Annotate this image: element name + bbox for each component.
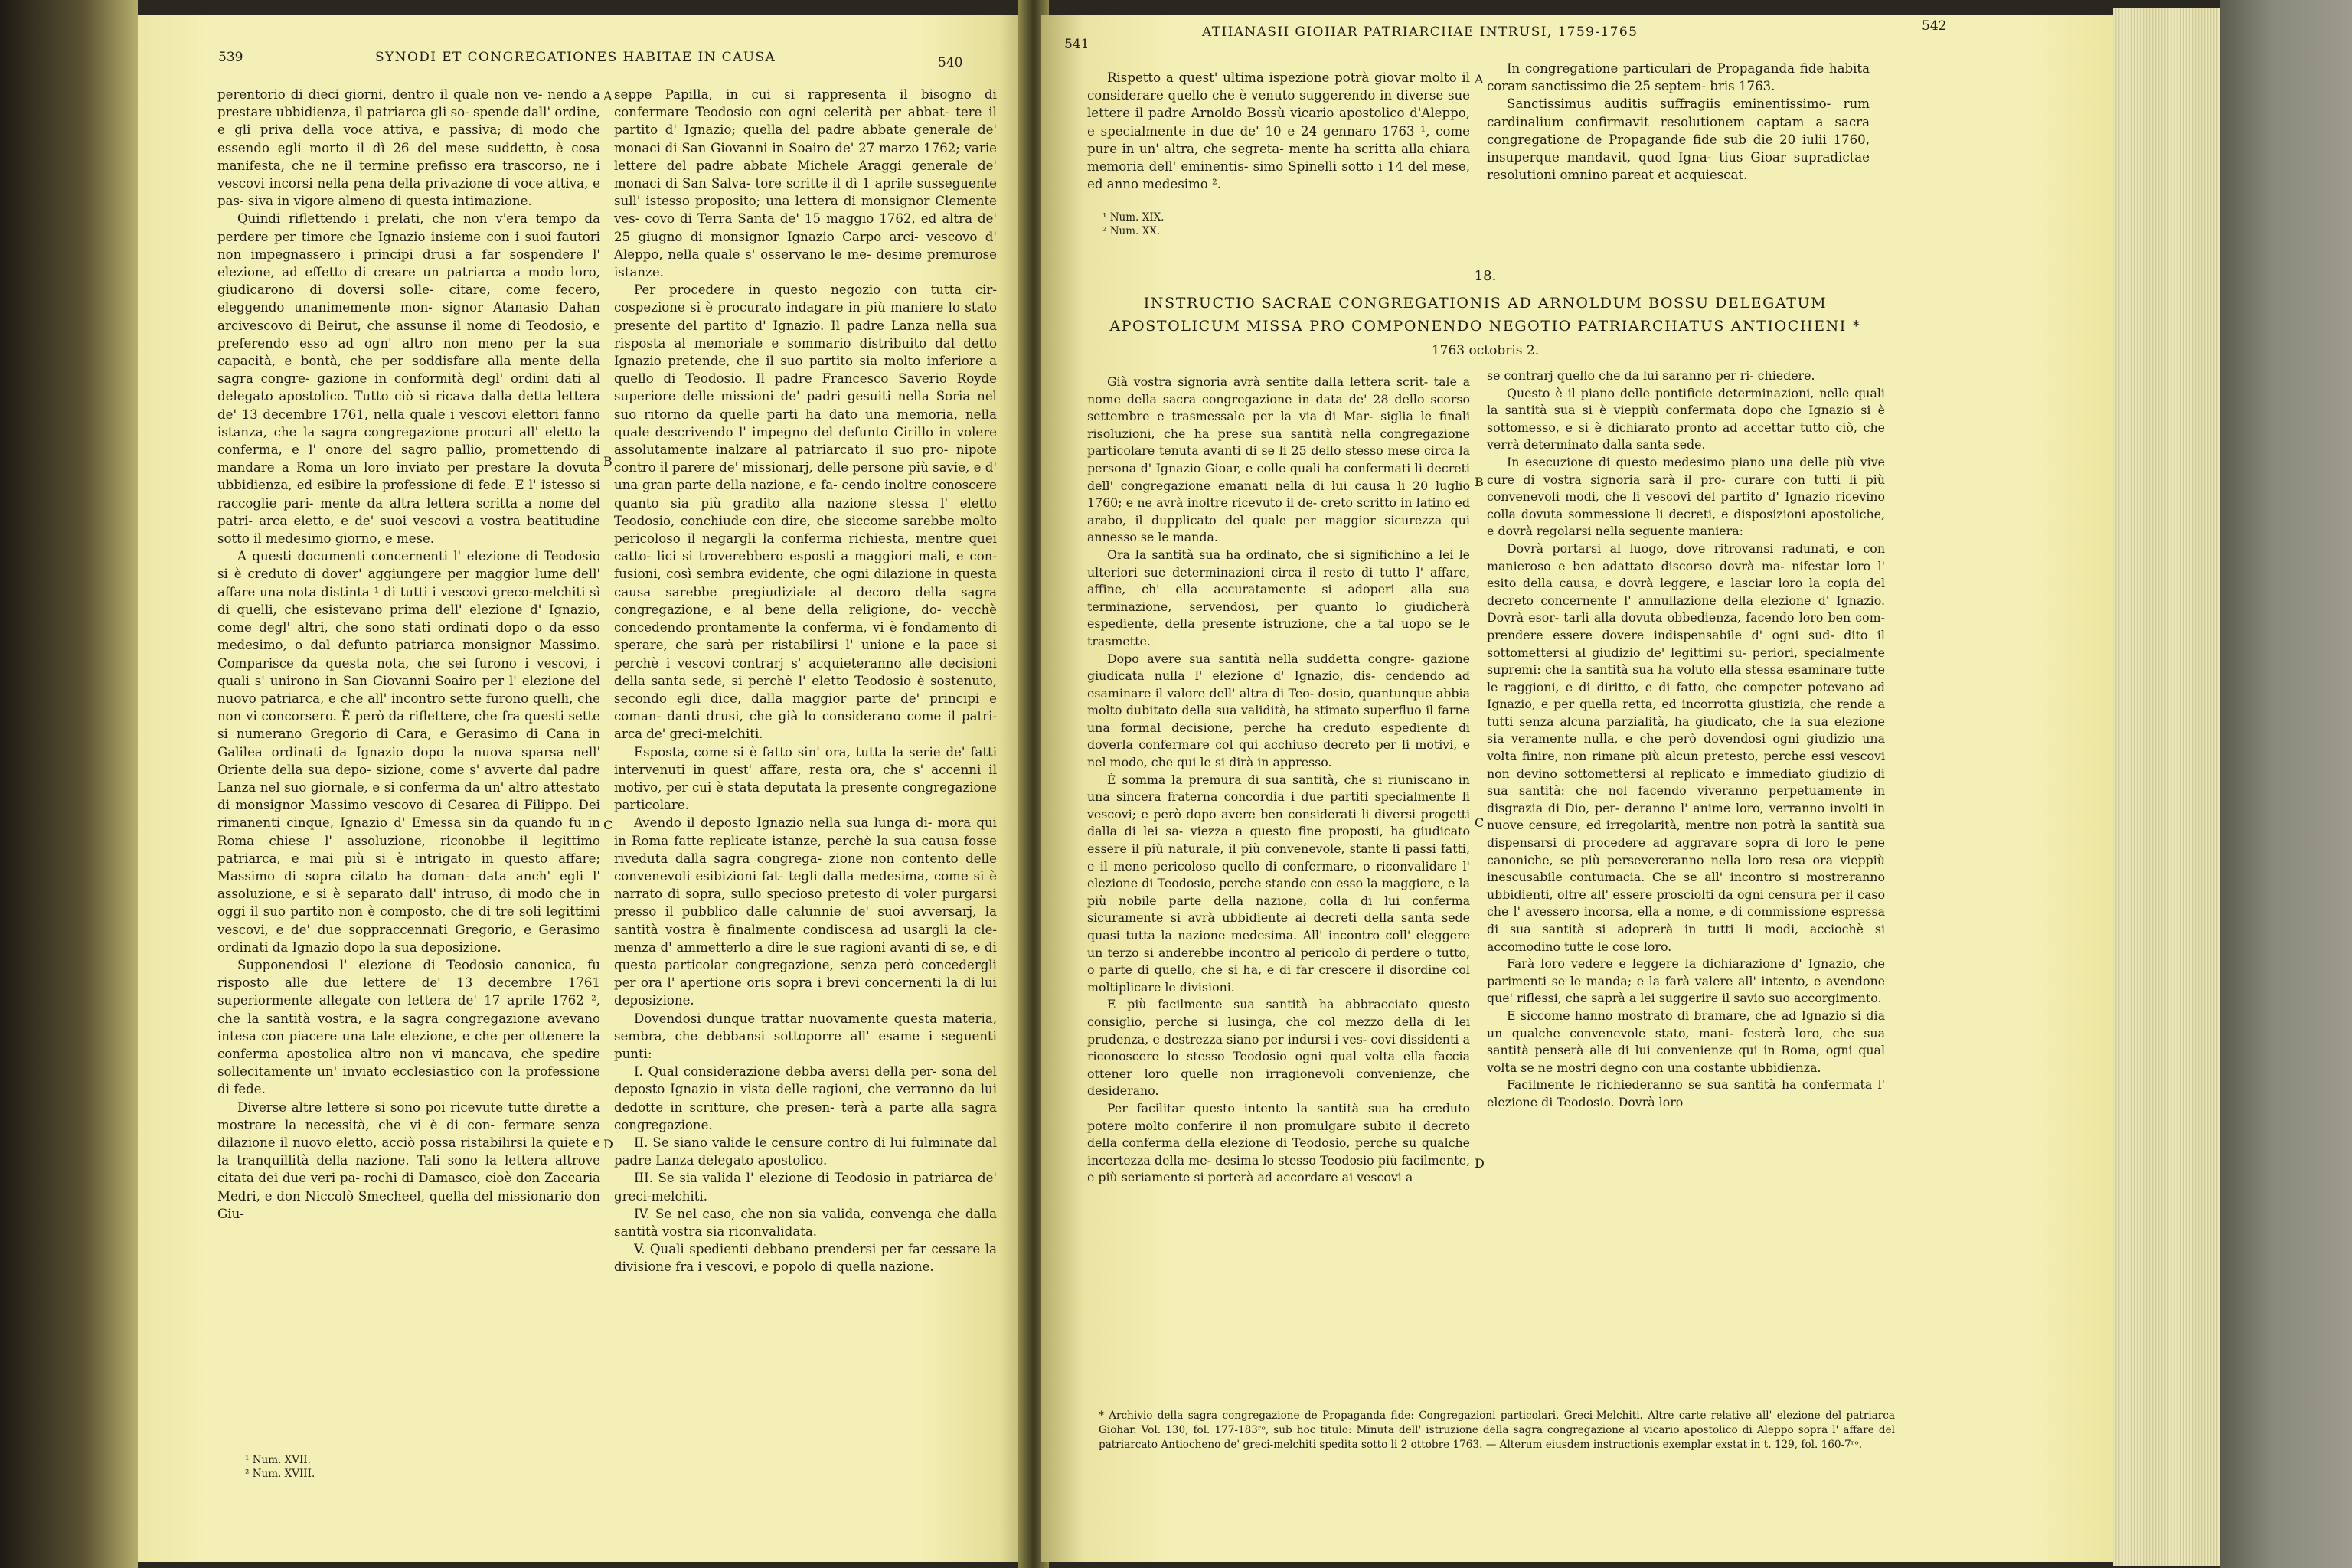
paragraph: Dovendosi dunque trattar nuovamente questa materia, sembra, che debbansi sottoporre all' esame i seguenti punti: (614, 1011, 997, 1061)
paragraph: V. Quali spedienti debbano prendersi per far cessare la divisione fra i vescovi, e popolo di quella nazione. (614, 1242, 997, 1275)
paragraph: seppe Papilla, in cui si rappresenta il bisogno di confermare Teodosio con ogni celerità per abbat- tere il partito d' Ignazio; quella del padre abbate generale de' monaci di San Giovanni in Soairo de' 27 marzo 1762; varie lettere del padre abbate Michele Araggi generale de' monaci di San Salva- tore scritte il dì 1 aprile susseguente sull' istesso proposito; una lettera di monsignor Clemente ves- covo di Terra Santa de' 15 maggio 1762, ed altra de' 25 giugno di monsignor Ignazio Carpo arci- vescovo d' Aleppo, nella quale s' osservano le me- desime premurose istanze. (614, 87, 997, 280)
editorial-footnote: * Archivio della sagra congregazione de Propaganda fide: Congregazioni particolari. Greci-Melchiti. Altre carte relative all' elezione del patriarca Giohar. Vol. 130, fol. 177-183ʳᵒ, sub hoc titulo: Minuta dell' istruzione della sagra congregazione al vicario apostolico di Aleppo sopra l' affare del patriarcato Antiocheno de' greci-melchiti spedita sotto li 2 ottobre 1763. — Alterum eiusdem instructionis exemplar exstat in t. 129, fol. 160-7ʳᵒ. (1099, 1410, 1895, 1451)
footnote: ² Num. XVIII. (245, 1468, 315, 1480)
left-page (138, 15, 1026, 1562)
paragraph: È somma la premura di sua santità, che si riuniscano in una sincera fraterna concordia i due partiti specialmente li vescovi; e però dopo avere ben considerati li diversi progetti dalla di lei sa- viezza a questo fine proposti, ha giudicato essere il più naturale, il più convenevole, stante li passi fatti, e il meno pericoloso quello di confermare, o riconvalidare l' elezione di Teodosio, perche stando con esso la maggiore, e la più nobile parte della nazione, colla di lui conferma sicuramente si avrà ubbidiente ai decreti della santa sede quasi tutta la nazione medesima. All' incontro coll' eleggere un terzo si anderebbe incontro al pericolo di perdere o tutto, o parte di quello, che si ha, e di far crescere il disordine col moltiplicare le divisioni. (1087, 772, 1470, 995)
footnote: ¹ Num. XVII. (245, 1454, 311, 1466)
footnote: ² Num. XX. (1102, 225, 1161, 237)
section-title-line-2: APOSTOLICUM MISSA PRO COMPONENDO NEGOTIO PATRIARCHATUS ANTIOCHENI * (1109, 318, 1861, 335)
paragraph: In congregatione particulari de Propaganda fide habita coram sanctissimo die 25 septem- bris 1763. (1487, 61, 1870, 94)
paragraph: Rispetto a quest' ultima ispezione potrà giovar molto il considerare quello che è venuto suggerendo in diverse sue lettere il padre Arnoldo Bossù vicario apostolico d'Aleppo, e specialmente in due de' 10 e 24 gennaro 1763 ¹, come pure in un' altra, che segreta- mente ha scritta alla chiara memoria dell' eminentis- simo Spinelli sotto i 14 del mese, ed anno medesimo ². (1087, 70, 1470, 192)
paragraph: III. Se sia valida l' elezione di Teodosio in patriarca de' greci-melchiti. (614, 1171, 997, 1204)
right-page-top-column-2 (1487, 60, 1870, 184)
left-page-column-1 (217, 86, 600, 1223)
paragraph: E siccome hanno mostrato di bramare, che ad Ignazio si dia un qualche convenevole stato, mani- festerà loro, che sua santità penserà alle di lui convenienze qui in Roma, ogni qual volta se ne mostri degno con una costante ubbidienza. (1487, 1008, 1885, 1075)
right-page-column-1 (1087, 374, 1470, 1187)
desk-background (2220, 0, 2352, 1568)
paragraph: Ora la santità sua ha ordinato, che si significhino a lei le ulteriori sue determinazioni circa il resto di tutto l' affare, affine, ch' ella accuratamente si adoperi alla sua terminazione, servendosi, per quanto lo giudicherà espediente, della presente istruzione, che a tal uopo se le trasmette. (1087, 547, 1470, 648)
paragraph: Per procedere in questo negozio con tutta cir- cospezione si è procurato indagare in più maniere lo stato presente del partito d' Ignazio. Il padre Lanza nella sua risposta al memoriale e sommario distribuito dal detto Ignazio pretende, che il suo partito sia molto inferiore a quello di Teodosio. Il padre Francesco Saverio Royde superiore delle missioni de' padri gesuiti nella Soria nel suo ritorno da quelle parti ha dato una memoria, nella quale descrivendo l' impegno del defunto Cirillo in volere assolutamente inalzare al patriarcato il suo pro- nipote contro il parere de' missionarj, delle persone più savie, e d' una gran parte della nazione, e fa- cendo inoltre conoscere quanto sia più gradito alla nazione stessa l' eletto Teodosio, conchiude con dire, che siccome sarebbe molto pericoloso il negargli la conferma richiesta, mentre quei catto- lici si troverebbero esposti a maggiori mali, e con- fusioni, così sembra evidente, che ogni dilazione in questa causa sarebbe pregiudiziale al decoro della sagra congregazione, e al bene della religione, do- vecchè concedendo prontamente la conferma, vi è fondamento di sperare, che sarà per ristabilirsi l' unione e la pace si perchè i vescovi contrarj s' acquieteranno alle decisioni della santa sede, si perchè l' eletto Teodosio è sostenuto, secondo egli dice, dalla maggior parte de' principi e coman- danti drusi, che già lo considerano come il patri- arca de' greci-melchiti. (614, 283, 997, 742)
running-head-right: ATHANASII GIOHAR PATRIARCHAE INTRUSI, 1759-1765 (1202, 24, 1638, 40)
page-number-541: 541 (1064, 37, 1089, 52)
margin-marker-c: C (1475, 815, 1485, 830)
right-page (1041, 15, 2113, 1562)
paragraph: IV. Se nel caso, che non sia valida, convenga che dalla santità vostra sia riconvalidata. (614, 1206, 997, 1239)
paragraph: Sanctissimus auditis suffragiis eminentissimo- rum cardinalium confirmavit resolutionem captam a sacra congregatione de Propagande fide sub die 20 iulii 1760, insuperque mandavit, quod Igna- tius Gioar supradictae resolutioni omnino pareat et acquiescat. (1487, 96, 1870, 183)
paragraph: In esecuzione di questo medesimo piano una delle più vive cure di vostra signoria sarà il pro- curare con tutti li più convenevoli modi, che li vescovi del partito d' Ignazio ricevino colla dovuta sommessione li decreti, e disposizioni apostoliche, e dovrà regolarsi nella seguente maniera: (1487, 454, 1885, 539)
page-edges (2113, 8, 2220, 1566)
right-page-column-2 (1487, 368, 1885, 1112)
paragraph: II. Se siano valide le censure contro di lui fulminate dal padre Lanza delegato apostolico. (614, 1135, 997, 1168)
paragraph: Supponendosi l' elezione di Teodosio canonica, fu risposto alle due lettere de' 13 decembre 1761 superiormente allegate con lettera de' 17 aprile 1762 ², che la santità vostra, e la sagra congregazione avevano intesa con piacere una tale elezione, e che per ottenere la conferma apostolica altro non vi mancava, che spedire sollecitamente un' inviato ecclesiastico con la professione di fede. (217, 957, 600, 1097)
paragraph: Esposta, come si è fatto sin' ora, tutta la serie de' fatti intervenuti in quest' affare, resta ora, che s' accenni il motivo, per cui è stata deputata la presente congregazione particolare. (614, 744, 997, 813)
right-page-top-footnotes (1102, 211, 1164, 238)
margin-marker-c: C (603, 818, 613, 832)
paragraph: E più facilmente sua santità ha abbracciato questo consiglio, perche si lusinga, che col mezzo della di lei prudenza, e destrezza siano per indursi i ves- covi dissidenti a riconoscere lo stesso Teodosio ogni qual volta ella faccia ottener loro quelle non irragionevoli convenienze, che desiderano. (1087, 997, 1470, 1099)
page-number-540: 540 (938, 55, 963, 70)
paragraph: Facilmente le richiederanno se sua santità ha confermata l' elezione di Teodosio. Dovrà loro (1487, 1077, 1885, 1109)
paragraph: Questo è il piano delle pontificie determinazioni, nelle quali la santità sua si è vieppiù confermata dopo che Ignazio si è sottomesso, e si è dichiarato pronto ad accettar tutto ciò, che verrà determinato dalla santa sede. (1487, 385, 1885, 452)
paragraph: A questi documenti concernenti l' elezione di Teodosio si è creduto di dover' aggiungere per maggior lume dell' affare una nota distinta ¹ di tutti i vescovi greco-melchiti sì di quelli, che esistevano prima dell' elezione d' Ignazio, come degl' altri, che sono stati ordinati dopo o da esso medesimo, o dal defunto patriarca monsignor Massimo. Comparisce da questa nota, che sei furono i vescovi, i quali s' unirono in San Giovanni Soairo per l' elezione del nuovo patriarca, e che all' incontro sette furono quelli, che non vi concorsero. È però da riflettere, che fra questi sette si numerano Gregorio di Cara, e Gerasimo di Cana in Galilea ordinati da Ignazio dopo la nuova sparsa nell' Oriente della sua depo- sizione, come s' avverte dal padre Lanza nel suo giornale, e si conferma da un' altro attestato di monsignor Massimo vescovo di Cesarea di Filippo. Dei rimanenti cinque, Ignazio d' Emessa sin da quando fu in Roma chiese l' assoluzione, riconobbe il legittimo patriarca, e mai più si è intrigato in questo affare; Massimo di sopra citato ha doman- data anch' egli l' assoluzione, e si è separato dall' intruso, di modo che in oggi il suo partito non è composto, che di tre soli legittimi vescovi, e de' due soppraccennati Gregorio, e Gerasimo ordinati da Ignazio dopo la sua deposizione. (217, 549, 600, 955)
paragraph: Già vostra signoria avrà sentite dalla lettera scrit- tale a nome della sacra congregazione in data de' 28 dello scorso settembre e trasmessale per la via di Mar- siglia le finali risoluzioni, che ha prese sua santità nella congregazione particolare tenuta avanti di se li 25 dello stesso mese circa la persona d' Ignazio Gioar, e colle quali ha confermati li decreti dell' congregazione emanati nella di lui causa li 20 luglio 1760; e ne avrà inoltre ricevuto il de- creto scritto in latino ed arabo, il dupplicato del quale per maggior sicurezza qui annesso se le manda. (1087, 374, 1470, 545)
footnote: ¹ Num. XIX. (1102, 211, 1165, 224)
margin-marker-a: A (603, 89, 612, 103)
book-binding-left (0, 0, 138, 1568)
paragraph: Quindi riflettendo i prelati, che non v'era tempo da perdere per timore che Ignazio insieme con i suoi fautori non impegnassero i principi drusi a far sospendere l' elezione, ad effetto di creare un patriarca a modo loro, giudicarono di doversi solle- citare, come fecero, eleggendo unanimemente mon- signor Atanasio Dahan arcivescovo di Beirut, che assunse il nome di Teodosio, e preferendo esso ad ogn' altro non meno per la sua capacità, e bontà, che per soddisfare alla mente della sagra congre- gazione in conformità degl' ordini dati al delegato apostolico. Tutto ciò si ricava dalla detta lettera de' 13 decembre 1761, nella quale i vescovi elettori fanno istanza, che la sagra congregazione procuri all' eletto la conferma, e l' onore del sagro pallio, promettendo di mandare a Roma un loro inviato per prestare la dovuta ubbidienza, ed esibire la professione di fede. E l' istesso si raccoglie pari- mente da altra lettera scritta a nome del patri- arca eletto, e de' suoi vescovi a vostra beatitudine sotto il medesimo giorno, e mese. (217, 211, 600, 547)
paragraph: Per facilitar questo intento la santità sua ha creduto potere molto conferire il non promulgare subito il decreto della conferma della elezione di Teodosio, perche su qualche incertezza della me- desima lo stesso Teodosio più facilmente, e più seriamente si porterà ad accordare ai vescovi a (1087, 1100, 1470, 1185)
section-date: 1763 octobris 2. (1431, 343, 1540, 358)
section-number: 18. (1474, 268, 1497, 284)
margin-marker-d: D (1475, 1156, 1485, 1171)
paragraph: se contrarj quello che da lui saranno per ri- chiedere. (1487, 368, 1815, 383)
margin-marker-b: B (603, 454, 612, 469)
paragraph: I. Qual considerazione debba aversi della per- sona del deposto Ignazio in vista delle ragioni, che verranno da lui dedotte in scritture, che presen- terà a parte alla sagra congregazione. (614, 1064, 997, 1132)
section-title-line-1: INSTRUCTIO SACRAE CONGREGATIONIS AD ARNOLDUM BOSSU DELEGATUM (1143, 295, 1828, 312)
right-page-top-column-1 (1087, 69, 1470, 193)
left-page-column-2 (614, 86, 997, 1276)
margin-marker-d: D (603, 1137, 613, 1152)
running-head-left: SYNODI ET CONGREGATIONES HABITAE IN CAUSA (375, 50, 776, 65)
paragraph: Avendo il deposto Ignazio nella sua lunga di- mora qui in Roma fatte replicate istanze, perchè la sua causa fosse riveduta dalla sagra congrega- zione non contento delle convenevoli esibizioni fat- tegli dalla medesima, come si è narrato di sopra, sullo specioso pretesto di voler purgarsi presso il pubblico dalle calunnie de' suoi avversarj, la santità vostra è finalmente condiscesa ad usargli la cle- menza d' ammetterlo a dire le sue ragioni avanti di se, e di questa particolar congregazione, senza però concedergli per ora l' apertione oris sopra i brevi concernenti la di lui deposizione. (614, 815, 997, 1008)
page-number-542: 542 (1922, 18, 1947, 34)
paragraph: perentorio di dieci giorni, dentro il quale non ve- nendo a prestare ubbidienza, il patriarca gli so- spende dall' ordine, e gli priva della voce attiva, e passiva; di modo che essendo egli morto il dì 26 del mese suddetto, è cosa manifesta, che ne il termine prefisso era trascorso, ne i vescovi incorsi nella pena della privazione di voce attiva, e pas- siva in vigore almeno di questa intimazione. (217, 87, 600, 209)
paragraph: Farà loro vedere e leggere la dichiarazione d' Ignazio, che parimenti se le manda; e la farà valere all' intento, e avendone que' riflessi, che saprà a lei suggerire il savio suo accorgimento. (1487, 956, 1885, 1006)
page-number-539: 539 (218, 50, 243, 65)
paragraph: Dovrà portarsi al luogo, dove ritrovansi radunati, e con manieroso e ben adattato discorso dovrà ma- nifestar loro l' esito della causa, e dovrà leggere, e lasciar loro la copia del decreto concernente l' annullazione della elezione d' Ignazio. Dovrà esor- tarli alla dovuta obbedienza, facendo loro ben com- prendere essere dovere indispensabile d' ogni sud- dito il sottomettersi al giudizio de' legittimi su- periori, specialmente supremi: che la santità sua ha voluto ella stessa esaminare tutte le raggioni, e di diritto, e di fatto, che competer potevano ad Ignazio, e per quella retta, ed incorrotta giustizia, che rende a tutti senza alcuna parzialità, ha giudicato, che la sua elezione sia veramente nulla, e che però dovendosi ogni giudizio una volta finire, non rimane più alcun pretesto, perche essi vescovi non devino sottomettersi al replicato e immediato giudizio di sua santità: che nol facendo viveranno perpetuamente in disgrazia di Dio, per- deranno l' anime loro, verranno involti in nuove censure, ed irregolarità, mentre non potrà la santità sua dispensarsi di procedere ad aggravare sopra di loro le pene canoniche, se più persevereranno nella loro resa ora vieppiù inescusabile contumacia. Che se all' incontro si mostreranno ubbidienti, oltre all' essere prosciolti da ogni censura per il caso che l' avessero incorsa, ella a nome, e di commissione espressa di sua santità si adoprerà in tutti li modi, acciochè si accomodino tutte le cose loro. (1487, 541, 1885, 954)
margin-marker-b: B (1475, 475, 1484, 489)
paragraph: Dopo avere sua santità nella suddetta congre- gazione giudicata nulla l' elezione d' Ignazio, dis- cendendo ad esaminare il valore dell' altra di Teo- dosio, quantunque abbia molto dubitato della sua validità, ha stimato superfluo il farne una formal decisione, perche ha creduto espediente di doverla confermare col qui acchiuso decreto per li motivi, e nel modo, che qui le si dirà in appresso. (1087, 651, 1470, 770)
margin-marker-a: A (1475, 72, 1484, 87)
left-page-footnotes (245, 1453, 315, 1481)
paragraph: Diverse altre lettere si sono poi ricevute tutte dirette a mostrare la necessità, che vi è di con- fermare senza dilazione il nuovo eletto, acciò possa ristabilirsi la quiete e la tranquillità della nazione. Tali sono la lettera altrove citata dei due veri pa- rochi di Damasco, cioè don Zaccaria Medri, e don Niccolò Smecheel, quella del missionario don Giu- (217, 1099, 600, 1221)
